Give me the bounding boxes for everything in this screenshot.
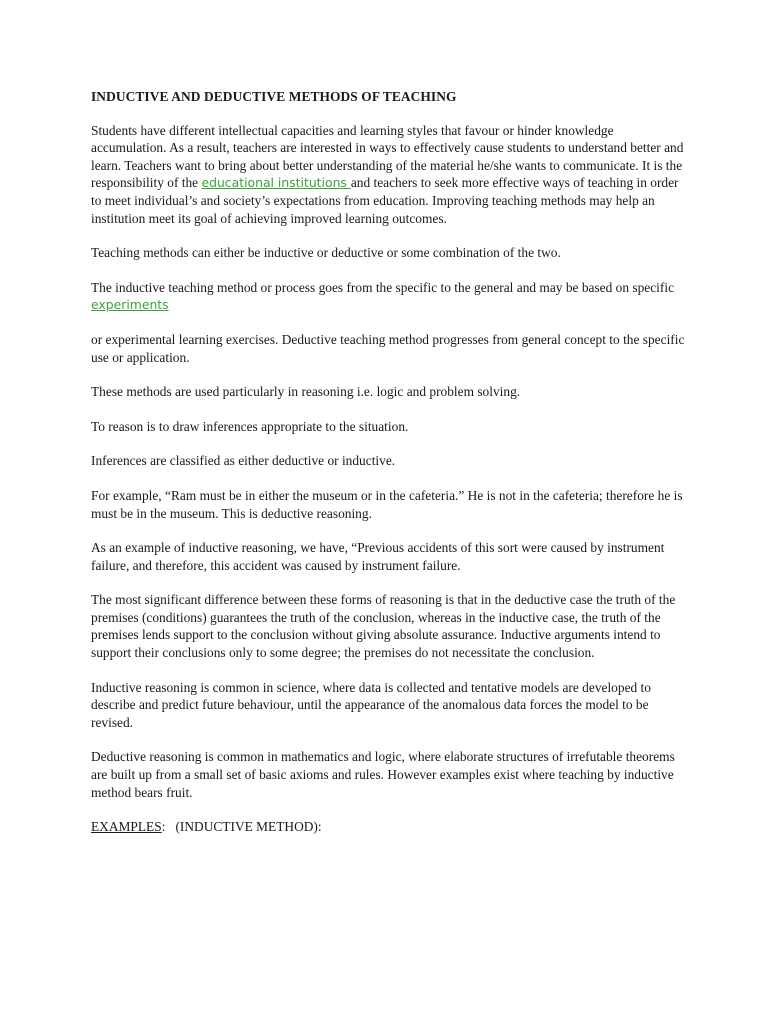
paragraph-inferences: Inferences are classified as either deductive or inductive. <box>91 453 396 469</box>
paragraph-inductive-example: As an example of inductive reasoning, we have, “Previous accidents of this sort were caused by instrument failure, and therefore, this accident was caused by instrument failure. <box>91 540 665 573</box>
examples-heading <box>91 818 691 836</box>
paragraph-deductive-example: For example, “Ram must be in either the museum or in the cafeteria.” He is not in the cafeteria; therefore he is must be in the museum. This is deductive reasoning. <box>91 487 683 521</box>
paragraph-methods: Teaching methods can either be inductive or deductive or some combination of the two. <box>91 245 561 261</box>
paragraph-intro-text-b: and teachers to seek more effective ways of teaching in order to meet individual’s and society’s expectations from education. Improving teaching methods may help an institution meet its goal of achieving improved learning outcomes. <box>91 175 679 226</box>
experiments-link[interactable]: experiments <box>91 297 169 313</box>
paragraph-intro <box>91 122 691 228</box>
examples-subtitle: : (INDUCTIVE METHOD): <box>161 819 322 835</box>
paragraph-difference: The most significant difference between these forms of reasoning is that in the deductive case the truth of the premises (conditions) guarantees the truth of the conclusion, whereas in the inductive case, the truth of the premises lends support to the conclusion without giving absolute assurance. Inductive arguments intend to support their conclusions only to some degree; the premises do not necessitate the conclusion. <box>91 592 676 661</box>
paragraph-science: Inductive reasoning is common in science, where data is collected and tentative models are developed to describe and predict future behaviour, until the appearance of the anomalous data forces the model to be revised. <box>91 679 651 730</box>
paragraph-mathematics: Deductive reasoning is common in mathematics and logic, where elaborate structures of irrefutable theorems are built up from a small set of basic axioms and rules. However examples exist where teaching by inductive method bears fruit. <box>91 749 675 800</box>
examples-label: EXAMPLES <box>91 819 162 835</box>
paragraph-reasoning-use: These methods are used particularly in reasoning i.e. logic and problem solving. <box>91 384 521 400</box>
paragraph-deductive-method: or experimental learning exercises. Deductive teaching method progresses from general concept to the specific use or application. <box>91 331 685 365</box>
paragraph-reason-definition: To reason is to draw inferences appropriate to the situation. <box>91 418 409 434</box>
educational-institutions-link[interactable]: educational institutions <box>201 175 351 191</box>
paragraph-inductive-method <box>91 279 691 314</box>
paragraph-intro-text-a: Students have different intellectual capacities and learning styles that favour or hinder knowledge accumulation. As a result, teachers are interested in ways to effectively cause students to understand better and learn. Teachers want to bring about better understanding of the material he/she wants to communicate. It is the responsibility of the <box>91 122 684 191</box>
document-body <box>91 88 691 853</box>
document-title: INDUCTIVE AND DEDUCTIVE METHODS OF TEACHING <box>91 89 457 104</box>
paragraph-inductive-text: The inductive teaching method or process goes from the specific to the general and may be based on specific <box>91 279 675 295</box>
